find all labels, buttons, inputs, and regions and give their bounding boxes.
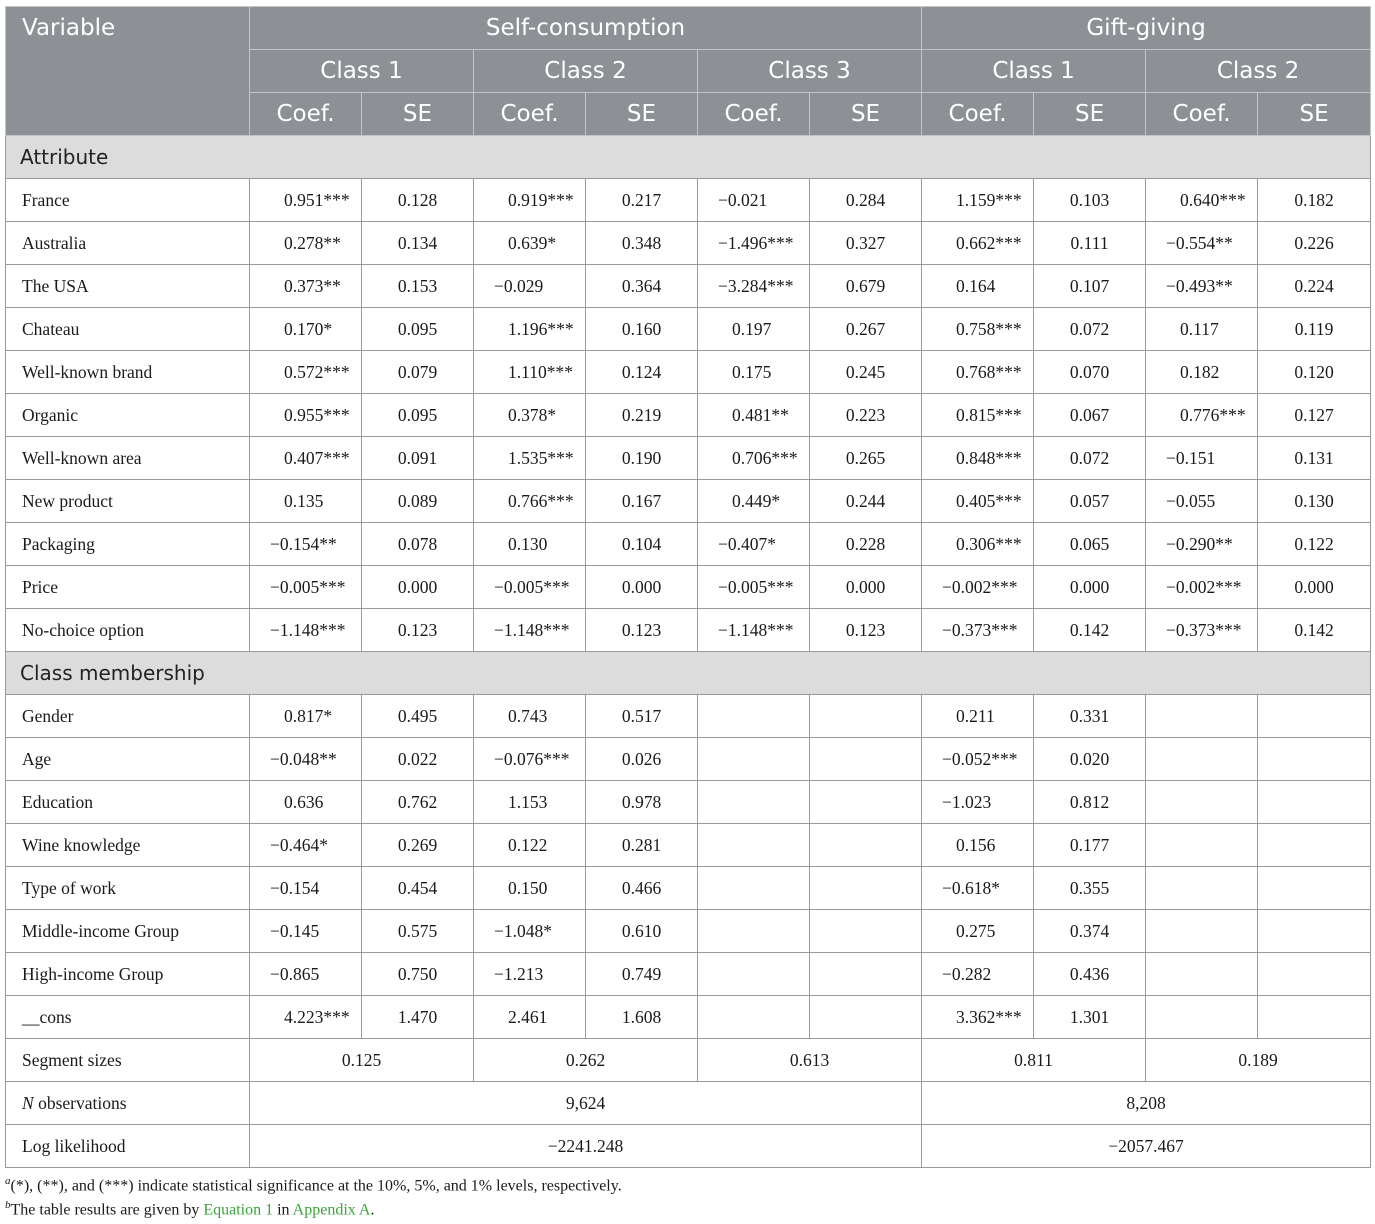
se-cell: 0.000 [810, 566, 922, 609]
coef-cell [698, 781, 810, 824]
header-coef: Coef. [1146, 93, 1258, 136]
coef-cell [1146, 867, 1258, 910]
coef-cell: 0.156 [922, 824, 1034, 867]
coef-cell: −0.618* [922, 867, 1034, 910]
se-cell: 0.348 [586, 222, 698, 265]
coef-cell: 3.362*** [922, 996, 1034, 1039]
coef-cell: −1.048* [474, 910, 586, 953]
coef-cell: 0.175 [698, 351, 810, 394]
row-label: Log likelihood [6, 1125, 250, 1168]
coef-cell: −0.282 [922, 953, 1034, 996]
segment-size: 0.262 [474, 1039, 698, 1082]
se-cell: 1.470 [362, 996, 474, 1039]
coef-cell: −0.373*** [1146, 609, 1258, 652]
se-cell: 0.104 [586, 523, 698, 566]
coef-cell: 0.640*** [1146, 179, 1258, 222]
table-row [6, 781, 1371, 824]
se-cell: 0.374 [1034, 910, 1146, 953]
table-row [6, 222, 1371, 265]
se-cell: 0.070 [1034, 351, 1146, 394]
se-cell: 0.160 [586, 308, 698, 351]
coef-cell [1146, 738, 1258, 781]
coef-cell: 0.407*** [250, 437, 362, 480]
row-label: Segment sizes [6, 1039, 250, 1082]
row-label: Type of work [6, 867, 250, 910]
coef-cell: −0.076*** [474, 738, 586, 781]
coef-cell [1146, 695, 1258, 738]
footnote-text: in [273, 1201, 293, 1219]
table-row [6, 824, 1371, 867]
se-cell: 0.610 [586, 910, 698, 953]
se-cell: 0.244 [810, 480, 922, 523]
coef-cell: 0.449* [698, 480, 810, 523]
coef-cell: −0.865 [250, 953, 362, 996]
se-cell: 0.107 [1034, 265, 1146, 308]
row-label: Education [6, 781, 250, 824]
se-cell: 1.608 [586, 996, 698, 1039]
header-variable: Variable [6, 7, 250, 136]
coef-cell: 2.461 [474, 996, 586, 1039]
coef-cell: −1.023 [922, 781, 1034, 824]
header-class: Class 2 [474, 50, 698, 93]
se-cell [810, 953, 922, 996]
coef-cell: −0.052*** [922, 738, 1034, 781]
se-cell: 0.000 [1258, 566, 1371, 609]
coef-cell [698, 867, 810, 910]
coef-cell: 1.110*** [474, 351, 586, 394]
se-cell: 0.978 [586, 781, 698, 824]
se-cell: 0.749 [586, 953, 698, 996]
coef-cell [698, 738, 810, 781]
coef-cell: 0.182 [1146, 351, 1258, 394]
coef-cell: −0.464* [250, 824, 362, 867]
footnote-text: (*), (**), and (***) indicate statistical significance at the 10%, 5%, and 1% levels, respectively. [10, 1177, 622, 1195]
row-label: France [6, 179, 250, 222]
footnote-text: The table results are given by [10, 1201, 204, 1219]
coef-cell: 1.153 [474, 781, 586, 824]
se-cell: 0.219 [586, 394, 698, 437]
table-row [6, 695, 1371, 738]
se-cell: 0.327 [810, 222, 922, 265]
se-cell: 0.072 [1034, 437, 1146, 480]
coef-cell: −1.148*** [698, 609, 810, 652]
se-cell [1258, 953, 1371, 996]
se-cell: 0.000 [1034, 566, 1146, 609]
coef-cell [1146, 996, 1258, 1039]
coef-cell: 0.373** [250, 265, 362, 308]
header-coef: Coef. [250, 93, 362, 136]
row-label: Packaging [6, 523, 250, 566]
se-cell [1258, 910, 1371, 953]
se-cell: 0.124 [586, 351, 698, 394]
row-label: Organic [6, 394, 250, 437]
se-cell [810, 996, 922, 1039]
coef-cell: −0.151 [1146, 437, 1258, 480]
se-cell: 0.131 [1258, 437, 1371, 480]
se-cell: 0.123 [810, 609, 922, 652]
coef-cell: 0.306*** [922, 523, 1034, 566]
table-row [6, 609, 1371, 652]
coef-cell [1146, 824, 1258, 867]
footnote-a [5, 1175, 622, 1195]
table-row [6, 910, 1371, 953]
coef-cell: 0.170* [250, 308, 362, 351]
row-label: Middle-income Group [6, 910, 250, 953]
footnote-text: . [370, 1201, 375, 1219]
coef-cell: 0.117 [1146, 308, 1258, 351]
se-cell: 0.000 [586, 566, 698, 609]
ll-gift: −2057.467 [922, 1125, 1371, 1168]
coef-cell: −3.284*** [698, 265, 810, 308]
se-cell: 0.000 [362, 566, 474, 609]
row-label: Chateau [6, 308, 250, 351]
header-se: SE [1258, 93, 1371, 136]
coef-cell: −0.021 [698, 179, 810, 222]
coef-cell: −0.407* [698, 523, 810, 566]
coef-cell: −0.554** [1146, 222, 1258, 265]
se-cell: 0.089 [362, 480, 474, 523]
se-cell: 0.224 [1258, 265, 1371, 308]
coef-cell: −0.154 [250, 867, 362, 910]
coef-cell [698, 996, 810, 1039]
row-label: Australia [6, 222, 250, 265]
header-se: SE [810, 93, 922, 136]
coef-cell: −0.005*** [474, 566, 586, 609]
se-cell: 0.575 [362, 910, 474, 953]
coef-cell: 0.275 [922, 910, 1034, 953]
se-cell: 0.190 [586, 437, 698, 480]
row-label: The USA [6, 265, 250, 308]
coef-cell [1146, 910, 1258, 953]
se-cell [1258, 738, 1371, 781]
se-cell: 0.269 [362, 824, 474, 867]
table-row [6, 480, 1371, 523]
se-cell: 0.517 [586, 695, 698, 738]
n-symbol: N [22, 1092, 34, 1113]
row-label [6, 1082, 250, 1125]
coef-cell: 0.211 [922, 695, 1034, 738]
se-cell: 0.091 [362, 437, 474, 480]
header-self-consumption: Self-consumption [250, 7, 922, 50]
se-cell [810, 738, 922, 781]
se-cell: 0.123 [586, 609, 698, 652]
coef-cell: −0.154** [250, 523, 362, 566]
se-cell: 0.245 [810, 351, 922, 394]
se-cell: 0.120 [1258, 351, 1371, 394]
se-cell: 0.228 [810, 523, 922, 566]
se-cell: 0.128 [362, 179, 474, 222]
se-cell: 0.267 [810, 308, 922, 351]
coef-cell [698, 824, 810, 867]
header-class: Class 2 [1146, 50, 1371, 93]
coef-cell: 0.572*** [250, 351, 362, 394]
se-cell: 0.079 [362, 351, 474, 394]
header-coef: Coef. [922, 93, 1034, 136]
se-cell: 0.020 [1034, 738, 1146, 781]
se-cell: 0.679 [810, 265, 922, 308]
coef-cell: −0.029 [474, 265, 586, 308]
se-cell: 0.123 [362, 609, 474, 652]
coef-cell: 0.122 [474, 824, 586, 867]
n-observations-row [6, 1082, 1371, 1125]
row-label: Price [6, 566, 250, 609]
se-cell: 0.142 [1034, 609, 1146, 652]
row-label: Gender [6, 695, 250, 738]
se-cell: 0.142 [1258, 609, 1371, 652]
coef-cell [1146, 953, 1258, 996]
table-row [6, 308, 1371, 351]
log-likelihood-row [6, 1125, 1371, 1168]
header-se: SE [1034, 93, 1146, 136]
se-cell: 0.284 [810, 179, 922, 222]
se-cell: 0.103 [1034, 179, 1146, 222]
coef-cell: −1.148*** [474, 609, 586, 652]
coef-cell: 0.768*** [922, 351, 1034, 394]
se-cell [810, 910, 922, 953]
header-gift-giving: Gift-giving [922, 7, 1371, 50]
se-cell [810, 781, 922, 824]
se-cell [1258, 824, 1371, 867]
n-obs-self: 9,624 [250, 1082, 922, 1125]
row-label: Age [6, 738, 250, 781]
row-label: No-choice option [6, 609, 250, 652]
se-cell: 0.331 [1034, 695, 1146, 738]
se-cell: 1.301 [1034, 996, 1146, 1039]
coef-cell: 1.535*** [474, 437, 586, 480]
coef-cell: −0.048** [250, 738, 362, 781]
table-row [6, 867, 1371, 910]
section-class-membership: Class membership [6, 652, 1371, 695]
footnote-mark: b [5, 1199, 11, 1211]
se-cell: 0.217 [586, 179, 698, 222]
coef-cell [698, 953, 810, 996]
se-cell: 0.762 [362, 781, 474, 824]
header-class: Class 3 [698, 50, 922, 93]
coef-cell: 1.196*** [474, 308, 586, 351]
coef-cell: −0.055 [1146, 480, 1258, 523]
header-class: Class 1 [250, 50, 474, 93]
ll-self: −2241.248 [250, 1125, 922, 1168]
coef-cell: 0.164 [922, 265, 1034, 308]
table-row [6, 996, 1371, 1039]
coef-cell: 0.197 [698, 308, 810, 351]
equation-link[interactable]: Equation 1 [203, 1201, 274, 1219]
se-cell: 0.223 [810, 394, 922, 437]
table-row [6, 179, 1371, 222]
coef-cell: 0.743 [474, 695, 586, 738]
table-row [6, 523, 1371, 566]
se-cell: 0.078 [362, 523, 474, 566]
header-coef: Coef. [698, 93, 810, 136]
se-cell: 0.122 [1258, 523, 1371, 566]
table-row [6, 953, 1371, 996]
se-cell [1258, 867, 1371, 910]
coef-cell: −0.493** [1146, 265, 1258, 308]
coef-cell: 0.405*** [922, 480, 1034, 523]
coef-cell: 0.662*** [922, 222, 1034, 265]
row-label: Well-known area [6, 437, 250, 480]
coef-cell: −0.145 [250, 910, 362, 953]
coef-cell: 0.636 [250, 781, 362, 824]
segment-sizes-row [6, 1039, 1371, 1082]
se-cell: 0.454 [362, 867, 474, 910]
coef-cell [1146, 781, 1258, 824]
coef-cell: −1.148*** [250, 609, 362, 652]
row-label: Wine knowledge [6, 824, 250, 867]
n-obs-gift: 8,208 [922, 1082, 1371, 1125]
segment-size: 0.811 [922, 1039, 1146, 1082]
coef-cell: −0.290** [1146, 523, 1258, 566]
coef-cell: 0.130 [474, 523, 586, 566]
coef-cell: 0.919*** [474, 179, 586, 222]
results-table [5, 6, 1371, 1168]
coef-cell: −1.213 [474, 953, 586, 996]
se-cell: 0.130 [1258, 480, 1371, 523]
se-cell: 0.095 [362, 308, 474, 351]
row-label: __cons [6, 996, 250, 1039]
header-class: Class 1 [922, 50, 1146, 93]
table-row [6, 394, 1371, 437]
coef-cell: 1.159*** [922, 179, 1034, 222]
table-row [6, 351, 1371, 394]
coef-cell: −0.002*** [922, 566, 1034, 609]
coef-cell: 0.815*** [922, 394, 1034, 437]
se-cell: 0.177 [1034, 824, 1146, 867]
section-attribute: Attribute [6, 136, 1371, 179]
n-label-rest: observations [33, 1092, 127, 1113]
se-cell: 0.495 [362, 695, 474, 738]
segment-size: 0.613 [698, 1039, 922, 1082]
coef-cell: 0.758*** [922, 308, 1034, 351]
coef-cell: 0.766*** [474, 480, 586, 523]
se-cell: 0.153 [362, 265, 474, 308]
coef-cell: −1.496*** [698, 222, 810, 265]
se-cell: 0.182 [1258, 179, 1371, 222]
se-cell: 0.265 [810, 437, 922, 480]
coef-cell [698, 910, 810, 953]
appendix-link[interactable]: Appendix A [292, 1201, 371, 1219]
row-label: High-income Group [6, 953, 250, 996]
coef-cell: 0.150 [474, 867, 586, 910]
se-cell: 0.750 [362, 953, 474, 996]
se-cell: 0.057 [1034, 480, 1146, 523]
coef-cell: 0.817* [250, 695, 362, 738]
se-cell: 0.812 [1034, 781, 1146, 824]
se-cell: 0.067 [1034, 394, 1146, 437]
coef-cell: 0.706*** [698, 437, 810, 480]
se-cell: 0.111 [1034, 222, 1146, 265]
coef-cell: 0.848*** [922, 437, 1034, 480]
coef-cell: 0.481** [698, 394, 810, 437]
se-cell: 0.436 [1034, 953, 1146, 996]
table-row [6, 738, 1371, 781]
coef-cell: −0.373*** [922, 609, 1034, 652]
coef-cell: −0.002*** [1146, 566, 1258, 609]
se-cell: 0.355 [1034, 867, 1146, 910]
se-cell [1258, 781, 1371, 824]
segment-size: 0.125 [250, 1039, 474, 1082]
se-cell: 0.127 [1258, 394, 1371, 437]
se-cell [1258, 695, 1371, 738]
segment-size: 0.189 [1146, 1039, 1371, 1082]
se-cell: 0.281 [586, 824, 698, 867]
coef-cell: 0.955*** [250, 394, 362, 437]
footnote-b [5, 1199, 374, 1219]
table-row [6, 265, 1371, 308]
coef-cell: 0.639* [474, 222, 586, 265]
coef-cell: 0.951*** [250, 179, 362, 222]
se-cell: 0.022 [362, 738, 474, 781]
se-cell: 0.026 [586, 738, 698, 781]
coef-cell [698, 695, 810, 738]
header-se: SE [362, 93, 474, 136]
se-cell: 0.072 [1034, 308, 1146, 351]
table-row [6, 437, 1371, 480]
se-cell: 0.364 [586, 265, 698, 308]
se-cell [810, 867, 922, 910]
se-cell: 0.466 [586, 867, 698, 910]
se-cell [810, 695, 922, 738]
se-cell: 0.095 [362, 394, 474, 437]
header-coef: Coef. [474, 93, 586, 136]
coef-cell: 0.776*** [1146, 394, 1258, 437]
coef-cell: 4.223*** [250, 996, 362, 1039]
se-cell: 0.134 [362, 222, 474, 265]
table-row [6, 566, 1371, 609]
se-cell [1258, 996, 1371, 1039]
header-se: SE [586, 93, 698, 136]
coef-cell: −0.005*** [698, 566, 810, 609]
coef-cell: 0.278** [250, 222, 362, 265]
coef-cell: −0.005*** [250, 566, 362, 609]
se-cell: 0.226 [1258, 222, 1371, 265]
row-label: Well-known brand [6, 351, 250, 394]
row-label: New product [6, 480, 250, 523]
se-cell: 0.119 [1258, 308, 1371, 351]
se-cell: 0.167 [586, 480, 698, 523]
se-cell [810, 824, 922, 867]
se-cell: 0.065 [1034, 523, 1146, 566]
footnote-mark: a [5, 1175, 11, 1187]
coef-cell: 0.378* [474, 394, 586, 437]
coef-cell: 0.135 [250, 480, 362, 523]
